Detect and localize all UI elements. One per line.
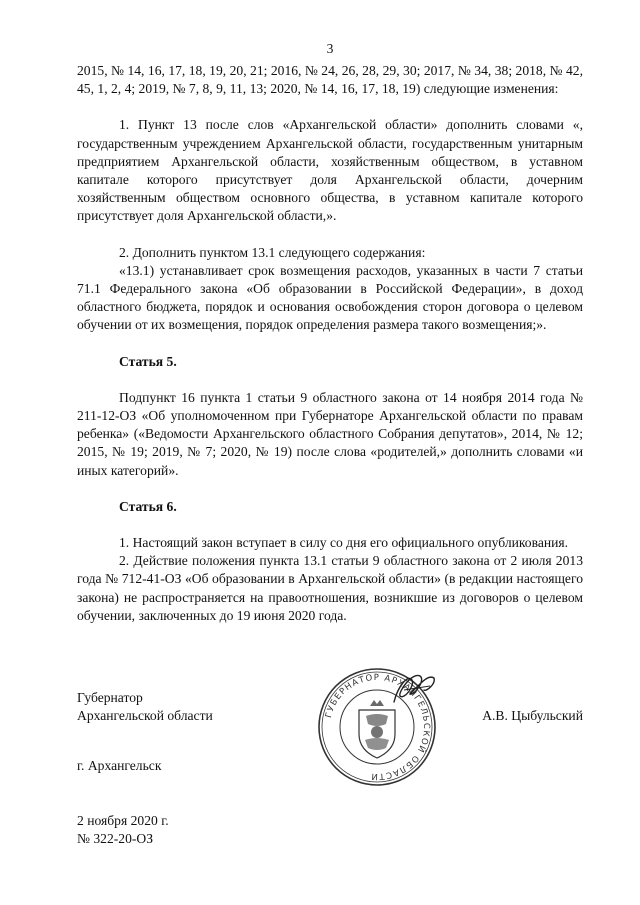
article-5-text: Подпункт 16 пункта 1 статьи 9 областного закона от 14 ноября 2014 года № 211-12-ОЗ «Об уполномоченном при Губернаторе Архангельской области по правам ребенка» («Ведомости Архангельского областного Собрания депутатов», 2014, № 12; 2015, № 19; 2019, № 7; 2020, № 19) после слова «родителей,» дополнить словами «и иных категорий». xyxy=(77,389,583,478)
page-number: 3 xyxy=(326,41,334,56)
intro-paragraph: 2015, № 14, 16, 17, 18, 19, 20, 21; 2016, № 24, 26, 28, 29, 30; 2017, № 34, 38; 2018, № 42, 45, 1, 2, 4; 2019, № 7, 8, 9, 11, 13; 2020, № 14, 16, 17, 18, 19) следующие изменения: xyxy=(77,63,583,97)
law-date: 2 ноября 2020 г. xyxy=(77,813,169,828)
position-line-1: Губернатор xyxy=(77,690,143,705)
date-block xyxy=(77,812,169,848)
official-seal-icon xyxy=(316,666,438,788)
law-number: № 322-20-ОЗ xyxy=(77,831,154,847)
article-6-item-2: 2. Действие положения пункта 13.1 статьи 9 областного закона от 2 июля 2013 года № 712-41-ОЗ «Об образовании в Архангельской области» (в редакции настоящего закона) не распространяется на правоотношения, возникшие из договоров о целевом обучении, заключенных до 19 июня 2020 года. xyxy=(77,553,583,623)
article-6-item-1: 1. Настоящий закон вступает в силу со дня его официального опубликования. xyxy=(119,535,569,551)
city: г. Архангельск xyxy=(77,758,162,773)
seal-text: ГУБЕРНАТОР АРХАНГЕЛЬСКОЙ ОБЛАСТИ xyxy=(323,672,432,782)
amendment-item-2-quote: «13.1) устанавливает срок возмещения расходов, указанных в части 7 статьи 71.1 Федерального закона «Об образовании в Российской Федерации», в доход областного бюджета, порядок и основания освобождения сторон договора о целевом обучении от их возмещения, порядок определения размера такого возмещения;». xyxy=(77,262,583,333)
signatory-name: А.В. Цыбульский xyxy=(482,708,583,723)
article-5-title: Статья 5. xyxy=(119,353,177,369)
amendment-item-2: 2. Дополнить пунктом 13.1 следующего содержания: xyxy=(119,244,426,260)
article-6-title: Статья 6. xyxy=(119,498,177,514)
document-page xyxy=(77,40,583,625)
position-line-2: Архангельской области xyxy=(77,708,213,724)
amendment-item-1: 1. Пункт 13 после слов «Архангельской области» дополнить словами «, государственным учреждением Архангельской области, государственным унитарным предприятием Архангельской области, хозяйственным обществом, в уставном капитале которого присутствует доля Архангельской области, дочерним хозяйственным обществом основного общества, в уставном капитале которого присутствует доля Архангельской области,». xyxy=(77,117,583,224)
signatory-position xyxy=(77,689,213,725)
